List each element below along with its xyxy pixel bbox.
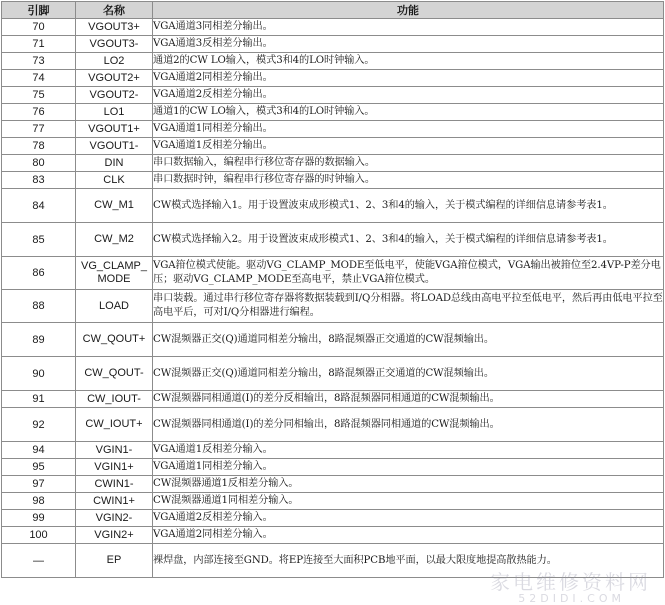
pin-function: VGA通道2反相差分输出。 <box>153 87 664 104</box>
pin-function: VGA通道2同相差分输入。 <box>153 527 664 544</box>
pin-name: CW_IOUT+ <box>76 408 153 442</box>
pin-function: CW混频器正交(Q)通道同相差分输出，8路混频器正交通道的CW混频输出。 <box>153 357 664 391</box>
pin-number: 78 <box>2 138 76 155</box>
pin-name: VGOUT1- <box>76 138 153 155</box>
table-row <box>2 459 664 476</box>
pin-number: 97 <box>2 476 76 493</box>
pin-name: VGIN1+ <box>76 459 153 476</box>
pin-name: CWIN1+ <box>76 493 153 510</box>
pin-function: CW混频器同相通道(I)的差分反相输出，8路混频器同相通道的CW混频输出。 <box>153 391 664 408</box>
table-row <box>2 357 664 391</box>
pin-name: CWIN1- <box>76 476 153 493</box>
pin-number: 91 <box>2 391 76 408</box>
pin-number: 100 <box>2 527 76 544</box>
table-row <box>2 493 664 510</box>
table-row <box>2 323 664 357</box>
table-row <box>2 155 664 172</box>
pin-number: 95 <box>2 459 76 476</box>
table-row <box>2 391 664 408</box>
pin-number: 98 <box>2 493 76 510</box>
table-row <box>2 172 664 189</box>
pin-name: CW_IOUT- <box>76 391 153 408</box>
pin-number: 86 <box>2 257 76 290</box>
table-row <box>2 121 664 138</box>
pin-function: VGA通道1反相差分输出。 <box>153 138 664 155</box>
pin-function: VGA通道1同相差分输入。 <box>153 459 664 476</box>
pin-name: VGOUT3- <box>76 36 153 53</box>
pin-number: 70 <box>2 19 76 36</box>
pin-number: — <box>2 544 76 578</box>
pin-function: VGA通道3反相差分输出。 <box>153 36 664 53</box>
table-row <box>2 138 664 155</box>
table-row <box>2 104 664 121</box>
pin-number: 88 <box>2 290 76 323</box>
table-row <box>2 53 664 70</box>
pin-name: VGIN2- <box>76 510 153 527</box>
pin-function: VGA通道1同相差分输出。 <box>153 121 664 138</box>
pin-name: DIN <box>76 155 153 172</box>
table-row <box>2 36 664 53</box>
pin-function: 串口装载。通过串行移位寄存器将数据装载到I/Q分相器。将LOAD总线由高电平拉至低电平，然后再由低电平拉至高电平后，可对I/Q分相器进行编程。 <box>153 290 664 323</box>
pin-number: 90 <box>2 357 76 391</box>
pin-function: CW混频器同相通道(I)的差分同相输出，8路混频器同相通道的CW混频输出。 <box>153 408 664 442</box>
pin-name: VGOUT2+ <box>76 70 153 87</box>
pin-function: 通道1的CW LO输入，模式3和4的LO时钟输入。 <box>153 104 664 121</box>
pin-name: VGOUT3+ <box>76 19 153 36</box>
table-row <box>2 70 664 87</box>
pin-number: 73 <box>2 53 76 70</box>
pin-function: 通道2的CW LO输入，模式3和4的LO时钟输入。 <box>153 53 664 70</box>
pin-name: VGIN2+ <box>76 527 153 544</box>
pin-name: VGOUT1+ <box>76 121 153 138</box>
site-watermark: 家电维修资料网 <box>490 570 651 594</box>
table-row <box>2 408 664 442</box>
pin-number: 94 <box>2 442 76 459</box>
pin-number: 76 <box>2 104 76 121</box>
pin-number: 84 <box>2 189 76 223</box>
pin-number: 71 <box>2 36 76 53</box>
pin-name: EP <box>76 544 153 578</box>
table-row <box>2 87 664 104</box>
pin-number: 77 <box>2 121 76 138</box>
pin-name: LOAD <box>76 290 153 323</box>
pin-function: VGA通道3同相差分输出。 <box>153 19 664 36</box>
pin-number: 83 <box>2 172 76 189</box>
pin-number: 92 <box>2 408 76 442</box>
header-pin: 引脚 <box>2 2 76 19</box>
table-row <box>2 257 664 290</box>
table-row <box>2 476 664 493</box>
pin-number: 89 <box>2 323 76 357</box>
pin-function: VGA通道1反相差分输入。 <box>153 442 664 459</box>
pin-function: CW混频器通道1反相差分输入。 <box>153 476 664 493</box>
table-row <box>2 290 664 323</box>
pin-name: CLK <box>76 172 153 189</box>
pin-number: 80 <box>2 155 76 172</box>
pin-name: VG_CLAMP_ MODE <box>76 257 153 290</box>
pin-number: 74 <box>2 70 76 87</box>
pin-name: CW_M1 <box>76 189 153 223</box>
table-row <box>2 19 664 36</box>
pin-name: CW_QOUT+ <box>76 323 153 357</box>
pin-function: VGA通道2同相差分输出。 <box>153 70 664 87</box>
header-name: 名称 <box>76 2 153 19</box>
pin-function-table <box>1 1 664 578</box>
table-row <box>2 223 664 257</box>
pin-name: VGOUT2- <box>76 87 153 104</box>
pin-name: CW_M2 <box>76 223 153 257</box>
pin-number: 85 <box>2 223 76 257</box>
header-function: 功能 <box>153 2 664 19</box>
pin-function: 串口数据输入，编程串行移位寄存器的数据输入。 <box>153 155 664 172</box>
pin-name: LO2 <box>76 53 153 70</box>
pin-name: LO1 <box>76 104 153 121</box>
table-row <box>2 189 664 223</box>
pin-number: 99 <box>2 510 76 527</box>
site-watermark-url: 52DIDI.COM <box>518 592 625 605</box>
table-row <box>2 510 664 527</box>
pin-function: CW模式选择输入2。用于设置波束成形模式1、2、3和4的输入，关于模式编程的详细信息请参考表1。 <box>153 223 664 257</box>
table-row <box>2 442 664 459</box>
pin-function: 串口数据时钟，编程串行移位寄存器的时钟输入。 <box>153 172 664 189</box>
pin-name: CW_QOUT- <box>76 357 153 391</box>
pin-function: VGA通道2反相差分输入。 <box>153 510 664 527</box>
pin-function: CW模式选择输入1。用于设置波束成形模式1、2、3和4的输入，关于模式编程的详细信息请参考表1。 <box>153 189 664 223</box>
pin-function: VGA箝位模式使能。驱动VG_CLAMP_MODE至低电平，使能VGA箝位模式，VGA输出被箝位至2.4VP-P差分电压；驱动VG_CLAMP_MODE至高电平，禁止VGA箝位模式。 <box>153 257 664 290</box>
table-header-row <box>2 2 664 19</box>
table-row <box>2 527 664 544</box>
pin-number: 75 <box>2 87 76 104</box>
table-row <box>2 544 664 578</box>
pin-function: CW混频器正交(Q)通道同相差分输出，8路混频器正交通道的CW混频输出。 <box>153 323 664 357</box>
pin-function: CW混频器通道1同相差分输入。 <box>153 493 664 510</box>
pin-name: VGIN1- <box>76 442 153 459</box>
pin-function: 裸焊盘，内部连接至GND。将EP连接至大面积PCB地平面，以最大限度地提高散热能力。 <box>153 544 664 578</box>
